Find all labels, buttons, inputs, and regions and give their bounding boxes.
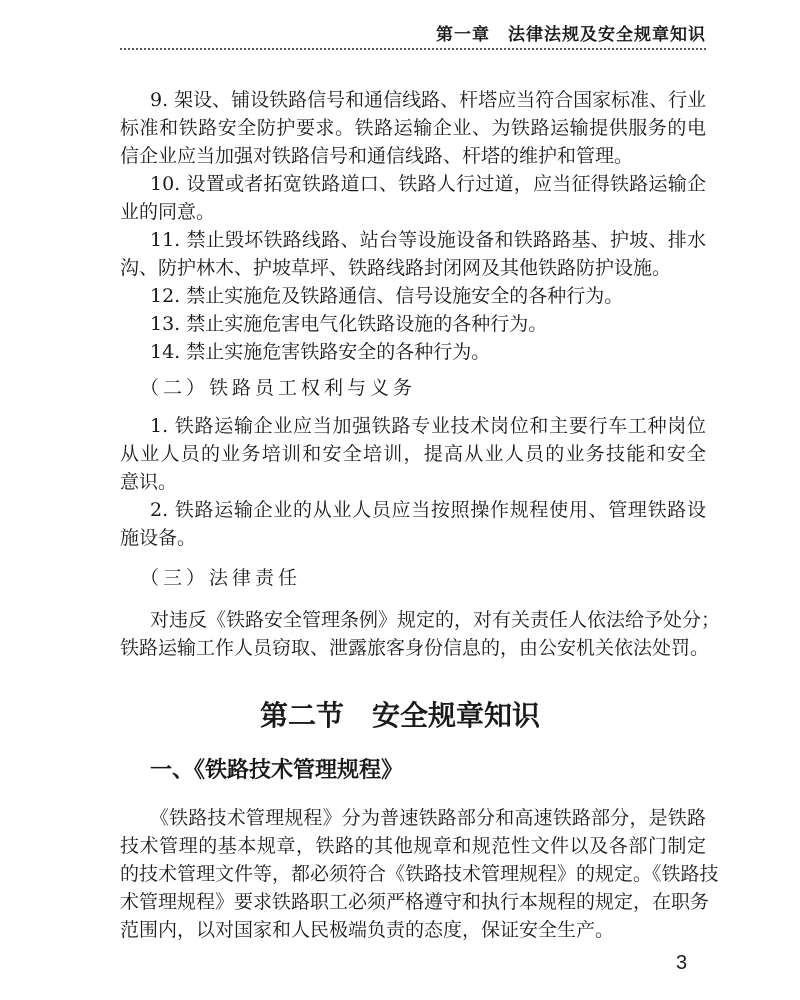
subsection-title: 一、《铁路技术管理规程》 — [150, 758, 404, 783]
paragraph-duty-2 — [120, 496, 706, 552]
section-title: 第二节 安全规章知识 — [259, 699, 540, 732]
text-line: 技术管理的基本规章，铁路的其他规章和规范性文件以及各部门制定 — [120, 835, 706, 857]
paragraph-item-9 — [120, 86, 706, 170]
text-line: 业的同意。 — [120, 201, 216, 223]
paragraph-item-12 — [120, 282, 706, 310]
running-header: 第一章 法律法规及安全规章知识 — [436, 25, 706, 45]
text-line: 13. 禁止实施危害电气化铁路设施的各种行为。 — [150, 313, 548, 335]
paragraph-rules — [120, 804, 719, 944]
text-line: 10. 设置或者拓宽铁路道口、铁路人行过道，应当征得铁路运输企 — [150, 173, 706, 195]
paragraph-duty-1 — [120, 412, 706, 496]
paragraph-item-10 — [120, 170, 706, 226]
text-line: 意识。 — [120, 471, 178, 493]
subheading-legal-liability: （三）法律责任 — [140, 567, 302, 589]
page-number: 3 — [676, 952, 688, 974]
paragraph-item-14 — [120, 338, 706, 366]
text-line: 范围内，以对国家和人民极端负责的态度，保证安全生产。 — [120, 919, 615, 941]
text-line: 标准和铁路安全防护要求。铁路运输企业、为铁路运输提供服务的电 — [120, 117, 706, 139]
text-line: 12. 禁止实施危及铁路通信、信号设施安全的各种行为。 — [150, 285, 624, 307]
text-line: 11. 禁止毁坏铁路线路、站台等设施设备和铁路路基、护坡、排水 — [150, 229, 706, 251]
text-line: 的技术管理文件等，都必须符合《铁路技术管理规程》的规定。《铁路技 — [120, 863, 719, 885]
text-line: 对违反《铁路安全管理条例》规定的，对有关责任人依法给予处分； — [150, 609, 721, 631]
text-line: 《铁路技术管理规程》分为普速铁路部分和高速铁路部分，是铁路 — [150, 807, 706, 829]
text-line: 沟、防护林木、护坡草坪、铁路线路封闭网及其他铁路防护设施。 — [120, 257, 672, 279]
text-line: 信企业应当加强对铁路信号和通信线路、杆塔的维护和管理。 — [120, 145, 634, 167]
subheading-rights-duties: （二）铁路员工权利与义务 — [140, 377, 417, 399]
paragraph-item-13 — [120, 310, 706, 338]
text-line: 9. 架设、铺设铁路信号和通信线路、杆塔应当符合国家标准、行业 — [150, 89, 707, 111]
text-line: 从业人员的业务培训和安全培训，提高从业人员的业务技能和安全 — [120, 443, 706, 465]
text-line: 2. 铁路运输企业的从业人员应当按照操作规程使用、管理铁路设 — [150, 499, 706, 521]
text-line: 铁路运输工作人员窃取、泄露旅客身份信息的，由公安机关依法处罚。 — [120, 637, 710, 659]
text-line: 术管理规程》要求铁路职工必须严格遵守和执行本规程的规定，在职务 — [120, 891, 710, 913]
text-line: 14. 禁止实施危害铁路安全的各种行为。 — [150, 341, 491, 363]
paragraph-liability — [120, 606, 721, 662]
header-divider — [120, 48, 706, 50]
text-line: 1. 铁路运输企业应当加强铁路专业技术岗位和主要行车工种岗位 — [150, 415, 706, 437]
paragraph-item-11 — [120, 226, 706, 282]
text-line: 施设备。 — [120, 527, 197, 549]
